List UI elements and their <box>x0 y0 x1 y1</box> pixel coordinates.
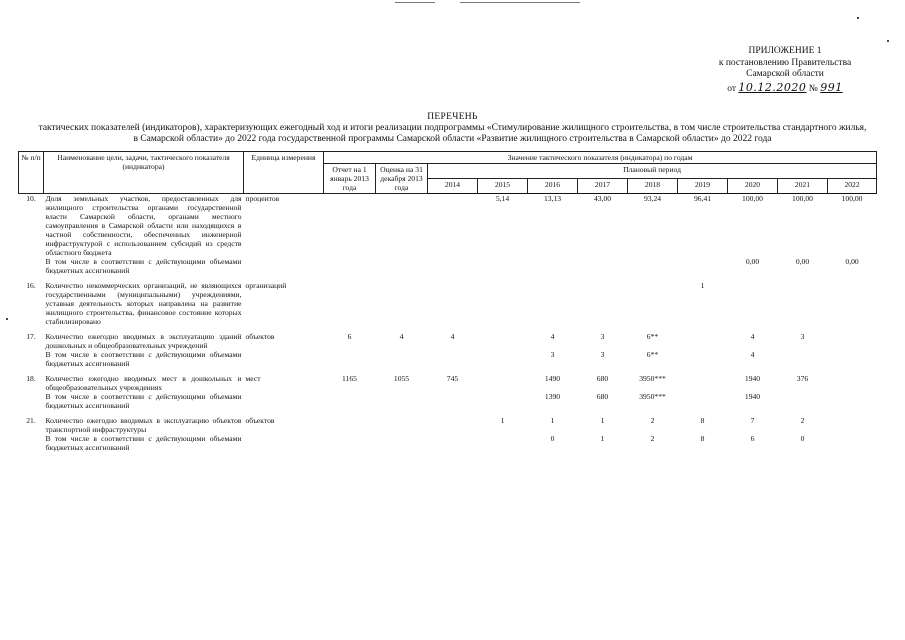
row-year-value <box>428 257 478 275</box>
row-year-value <box>828 350 877 368</box>
header-name: Наименование цели, задачи, тактического показателя (индикатора) <box>44 152 244 194</box>
row-year-value <box>528 257 578 275</box>
row-year-value: 3950*** <box>639 392 666 401</box>
row-name: Количество некоммерческих организаций, не являющихся государственными (муниципальными) учреждениями, уставная деятельность которых направлена на развитие жилищного строительства, финансовое состояние которых стабилизировано <box>45 281 242 326</box>
table-row <box>19 332 877 350</box>
row-year-value: 0,00 <box>795 257 810 266</box>
header-estimate: Оценка на 31 декабря 2013 года <box>376 164 428 194</box>
row-num: 18. <box>26 374 36 383</box>
header-year: 2022 <box>828 179 877 194</box>
appendix-line: к постановлению Правительства <box>718 57 852 68</box>
row-year-value: 6 <box>750 434 755 443</box>
row-report-value: 6 <box>347 332 352 341</box>
row-num: 17. <box>26 332 36 341</box>
row-year-value: 43,00 <box>593 194 612 203</box>
row-unit: мест <box>245 374 261 383</box>
row-num <box>19 434 44 452</box>
row-num: 16. <box>26 281 36 290</box>
header-values-group: Значение тактического показателя (индикатора) по годам <box>324 152 877 164</box>
row-year-value: 1 <box>600 416 605 425</box>
row-num <box>19 257 44 275</box>
row-year-value <box>528 281 578 326</box>
row-year-value: 4 <box>750 350 755 359</box>
row-year-value <box>828 434 877 452</box>
row-year-value: 8 <box>700 434 705 443</box>
row-year-value: 4 <box>450 332 455 341</box>
row-report-value: 1165 <box>342 374 357 383</box>
header-year: 2021 <box>778 179 828 194</box>
row-year-value: 1490 <box>544 374 561 383</box>
row-year-value: 4 <box>750 332 755 341</box>
row-year-value <box>678 374 728 392</box>
row-name: Количество ежегодно вводимых мест в дошкольных и общеобразовательных учреждениях <box>45 374 242 392</box>
header-num: № п/п <box>19 152 44 194</box>
row-year-value <box>628 281 678 326</box>
row-year-value: 376 <box>796 374 809 383</box>
appendix-line: Самарской области <box>746 69 824 79</box>
row-year-value: 1390 <box>544 392 561 401</box>
row-unit <box>244 392 324 410</box>
row-estimate-value <box>376 416 428 434</box>
row-year-value <box>828 281 877 326</box>
row-unit: организаций <box>245 281 287 290</box>
appendix-title: ПРИЛОЖЕНИЕ 1 <box>748 46 822 56</box>
row-unit <box>244 434 324 452</box>
header-year: 2017 <box>578 179 628 194</box>
header-year: 2019 <box>678 179 728 194</box>
row-year-value: 4 <box>550 332 555 341</box>
header-planned: Плановый период <box>428 164 877 179</box>
row-year-value: 100,00 <box>841 194 863 203</box>
row-year-value: 0,00 <box>845 257 859 266</box>
header-year: 2014 <box>428 179 478 194</box>
header-year: 2020 <box>728 179 778 194</box>
document-title <box>0 112 905 145</box>
row-year-value <box>478 257 528 275</box>
row-year-value <box>428 350 478 368</box>
row-name: Количество ежегодно вводимых в эксплуатацию объектов транспортной инфраструктуры <box>45 416 242 434</box>
row-unit: объектов <box>245 416 275 425</box>
row-year-value <box>478 374 528 392</box>
row-year-value <box>728 281 778 326</box>
row-name: Количество ежегодно вводимых в эксплуатацию зданий дошкольных и общеобразовательных учреждений <box>45 332 242 350</box>
row-estimate-value <box>376 434 428 452</box>
table-row <box>19 350 877 368</box>
row-year-value <box>778 281 828 326</box>
row-year-value: 8 <box>700 416 705 425</box>
indicators-table <box>18 151 877 452</box>
row-name: В том числе в соответствии с действующими объемами бюджетных ассигнований <box>45 257 242 275</box>
row-year-value: 100,00 <box>792 194 813 203</box>
row-name: В том числе в соответствии с действующими объемами бюджетных ассигнований <box>45 434 242 452</box>
row-year-value: 96,41 <box>693 194 712 203</box>
row-year-value <box>428 392 478 410</box>
row-name: В том числе в соответствии с действующими объемами бюджетных ассигнований <box>45 350 242 368</box>
row-year-value: 1940 <box>744 392 761 401</box>
row-year-value <box>778 392 828 410</box>
row-unit <box>244 257 324 275</box>
row-year-value <box>478 281 528 326</box>
row-year-value <box>478 434 528 452</box>
row-year-value: 13,13 <box>543 194 562 203</box>
row-year-value: 3950*** <box>639 374 666 383</box>
scan-speck <box>6 318 8 320</box>
table-body <box>19 194 877 453</box>
table-row <box>19 281 877 326</box>
row-report-value <box>324 257 376 275</box>
row-year-value: 5,14 <box>495 194 510 203</box>
row-year-value <box>578 257 628 275</box>
row-year-value: 93,24 <box>643 194 662 203</box>
row-year-value: 3 <box>550 350 555 359</box>
row-estimate-value <box>376 350 428 368</box>
row-year-value: 680 <box>596 374 609 383</box>
appendix-date-row <box>690 82 880 96</box>
appendix-block <box>690 46 880 95</box>
table-row <box>19 194 877 258</box>
row-year-value <box>428 194 478 258</box>
date-prefix: от <box>727 83 737 94</box>
title-line: в Самарской области» до 2022 года государственной программы Самарской области «Развитие жилищного строительства в Самарской области» до 2022 года <box>133 134 772 144</box>
top-scan-line <box>460 2 580 3</box>
row-name: В том числе в соответствии с действующими объемами бюджетных ассигнований <box>45 392 242 410</box>
top-scan-line <box>395 2 435 3</box>
row-estimate-value <box>376 194 428 258</box>
row-year-value: 6** <box>646 350 659 359</box>
scan-speck <box>857 17 859 19</box>
row-estimate-value: 4 <box>399 332 404 341</box>
table-row <box>19 416 877 434</box>
row-year-value: 3 <box>800 332 805 341</box>
row-year-value: 3 <box>600 350 605 359</box>
row-num: 21. <box>26 416 36 425</box>
row-year-value <box>678 332 728 350</box>
row-year-value: 2 <box>650 416 655 425</box>
scan-speck <box>887 40 889 42</box>
handwritten-number: 991 <box>820 80 843 94</box>
row-name: Доля земельных участков, предоставленных для жилищного строительства органами государственной власти Самарской области, органами местного самоуправления в Самарской области или находящихся в частной собственности, обеспеченных инженерной инфраструктурой с использованием субсидий из средств областного бюджета <box>45 194 242 257</box>
row-year-value: 0 <box>550 434 555 443</box>
row-unit <box>244 350 324 368</box>
row-estimate-value <box>376 257 428 275</box>
row-year-value <box>678 350 728 368</box>
row-year-value <box>428 434 478 452</box>
row-year-value <box>478 332 528 350</box>
row-num: 10. <box>26 194 36 203</box>
row-year-value <box>828 416 877 434</box>
row-report-value <box>324 350 376 368</box>
table-row <box>19 392 877 410</box>
header-unit: Единица измерения <box>244 152 324 194</box>
row-num <box>19 350 44 368</box>
row-year-value <box>828 374 877 392</box>
table-row <box>19 257 877 275</box>
row-year-value: 1940 <box>744 374 761 383</box>
row-estimate-value <box>376 392 428 410</box>
header-year: 2016 <box>528 179 578 194</box>
title-heading: ПЕРЕЧЕНЬ <box>427 112 478 122</box>
row-year-value <box>628 257 678 275</box>
row-year-value: 1 <box>550 416 555 425</box>
header-year: 2018 <box>628 179 678 194</box>
row-year-value <box>828 332 877 350</box>
number-sign: № <box>808 83 818 94</box>
row-report-value <box>324 416 376 434</box>
row-year-value <box>428 416 478 434</box>
row-year-value: 0,00 <box>745 257 760 266</box>
row-report-value <box>324 194 376 258</box>
handwritten-date: 10.12.2020 <box>738 80 807 94</box>
row-year-value: 680 <box>596 392 609 401</box>
row-unit: объектов <box>245 332 275 341</box>
row-year-value: 745 <box>446 374 459 383</box>
row-report-value <box>324 281 376 326</box>
row-year-value <box>428 281 478 326</box>
header-report: Отчет на 1 январь 2013 года <box>324 164 376 194</box>
header-year: 2015 <box>478 179 528 194</box>
row-year-value <box>478 350 528 368</box>
row-year-value <box>678 257 728 275</box>
row-year-value: 2 <box>650 434 655 443</box>
row-year-value: 1 <box>700 281 705 290</box>
row-estimate-value <box>376 281 428 326</box>
row-report-value <box>324 392 376 410</box>
row-estimate-value: 1055 <box>393 374 410 383</box>
row-year-value <box>828 392 877 410</box>
row-year-value <box>778 350 828 368</box>
row-year-value <box>578 281 628 326</box>
row-year-value: 1 <box>500 416 505 425</box>
table-row <box>19 434 877 452</box>
row-unit: процентов <box>245 194 280 203</box>
row-year-value <box>678 392 728 410</box>
row-year-value: 2 <box>800 416 805 425</box>
table-row <box>19 374 877 392</box>
row-year-value: 1 <box>600 434 605 443</box>
row-year-value: 6** <box>646 332 659 341</box>
row-report-value <box>324 434 376 452</box>
row-year-value: 3 <box>600 332 605 341</box>
row-year-value: 0 <box>800 434 805 443</box>
row-year-value: 7 <box>750 416 755 425</box>
row-num <box>19 392 44 410</box>
title-line: тактических показателей (индикаторов), характеризующих ежегодный ход и итоги реализации подпрограммы «Стимулирование жилищного строительства, в том числе строительства стандартного жилья, <box>38 123 867 133</box>
row-year-value <box>478 392 528 410</box>
row-year-value: 100,00 <box>742 194 763 203</box>
